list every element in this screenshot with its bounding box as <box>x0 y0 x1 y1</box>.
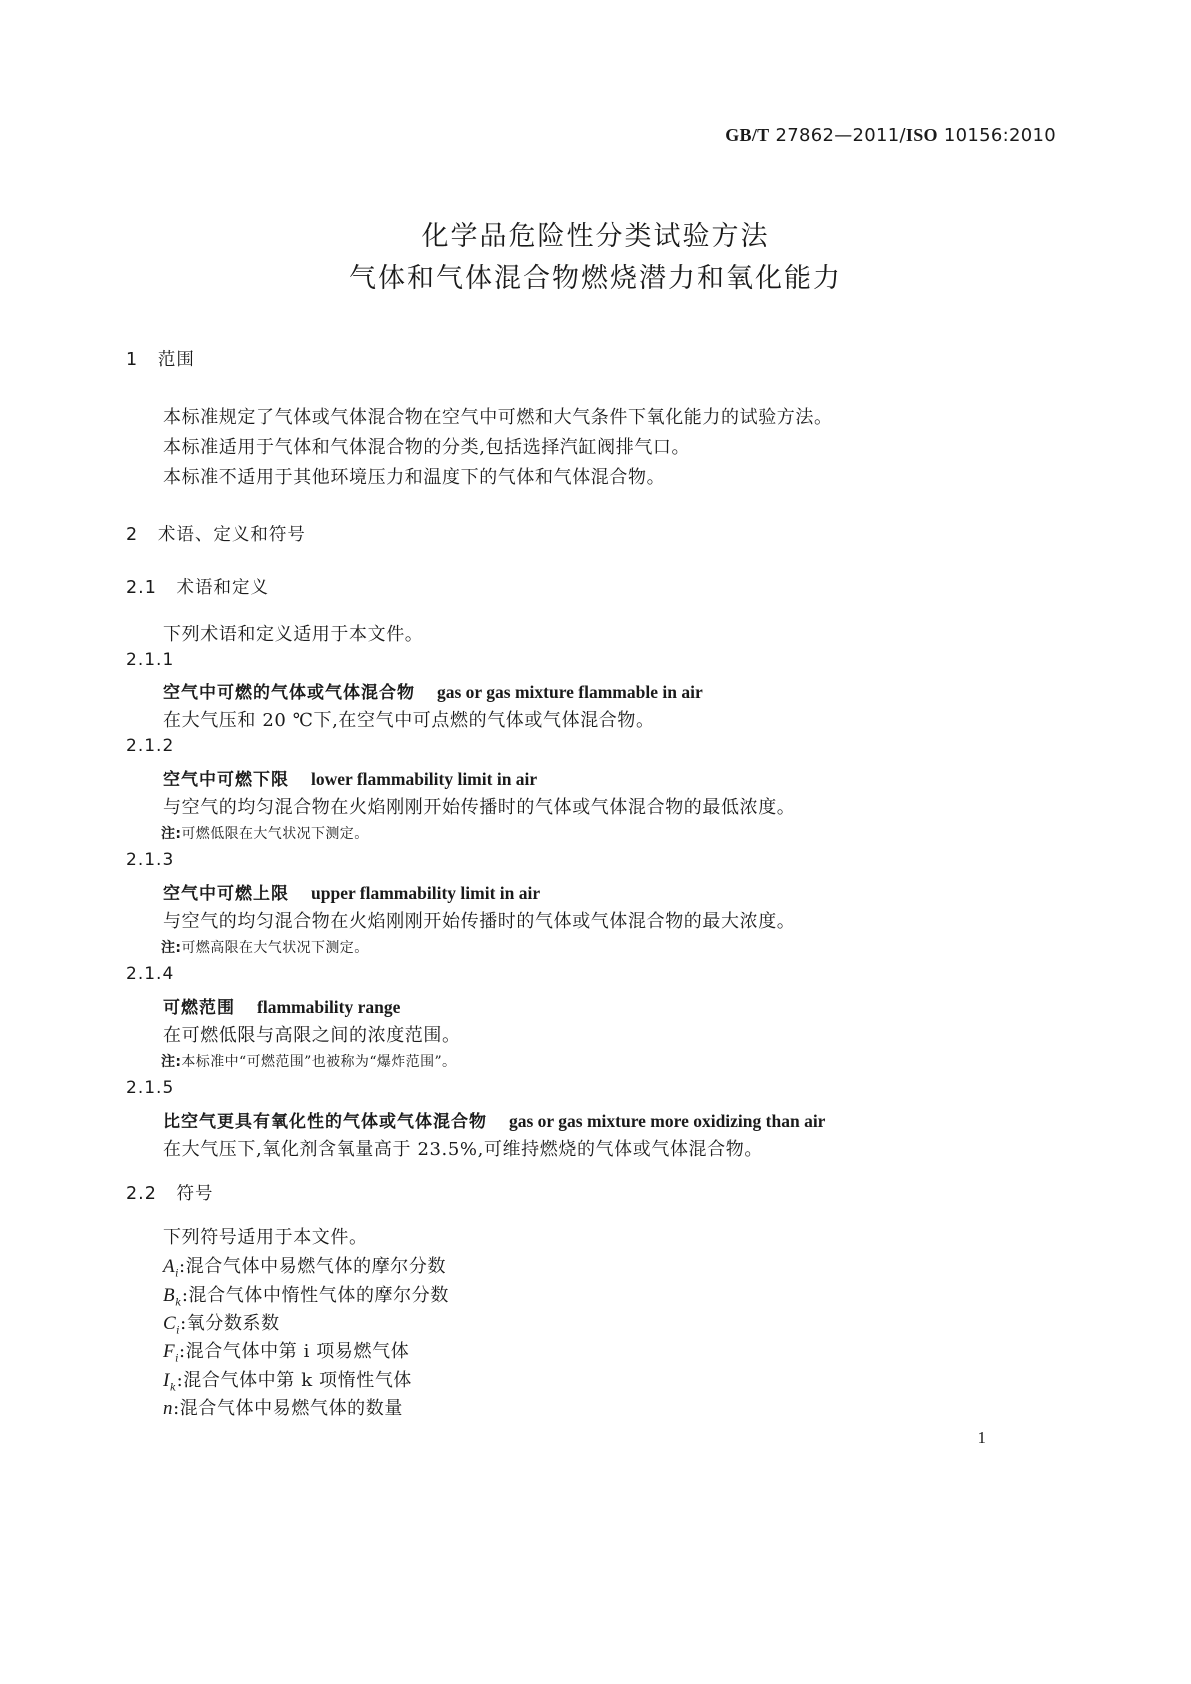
note-text: 本标准中“可燃范围”也被称为“爆炸范围”。 <box>181 1054 457 1070</box>
term-heading <box>163 993 400 1018</box>
section-number: 2.1 <box>126 578 157 598</box>
symbol-text: :氧分数系数 <box>180 1313 280 1334</box>
section-title: 符号 <box>176 1184 214 1204</box>
section-number: 2 <box>126 525 139 545</box>
symbol-letter: I <box>163 1370 170 1391</box>
note-text: 可燃低限在大气状况下测定。 <box>181 826 369 842</box>
section-title: 术语和定义 <box>176 578 270 598</box>
iso-code: 10156:2010 <box>943 125 1056 146</box>
section-title: 范围 <box>157 350 195 370</box>
term-heading <box>163 1107 825 1132</box>
note-text: 可燃高限在大气状况下测定。 <box>181 940 369 956</box>
section-2-1-heading <box>126 574 269 599</box>
symbol-definition <box>163 1252 446 1280</box>
symbol-definition <box>163 1309 280 1337</box>
note-label: 注: <box>161 826 182 842</box>
section-2-2-heading <box>126 1180 214 1205</box>
symbol-letter: F <box>163 1341 176 1362</box>
section-2-heading <box>126 521 306 546</box>
symbol-subscript: k <box>175 1297 182 1309</box>
std-code: 27862—2011/ <box>775 125 906 146</box>
document-title-line2: 气体和气体混合物燃烧潜力和氧化能力 <box>349 263 842 294</box>
term-en: gas or gas mixture more oxidizing than air <box>509 1111 826 1131</box>
note-label: 注: <box>161 1054 182 1070</box>
section-title: 术语、定义和符号 <box>157 525 306 545</box>
clause-number: 2.1.5 <box>126 1078 175 1098</box>
term-zh: 空气中可燃上限 <box>163 884 289 904</box>
clause-number: 2.1.3 <box>126 850 175 870</box>
symbol-letter: C <box>163 1313 177 1334</box>
term-definition: 在大气压下,氧化剂含氧量高于 23.5%,可维持燃烧的气体或气体混合物。 <box>163 1139 763 1160</box>
term-en: flammability range <box>257 997 401 1017</box>
symbol-definition <box>163 1281 449 1309</box>
term-en: upper flammability limit in air <box>311 883 541 903</box>
term-en: gas or gas mixture flammable in air <box>437 682 703 702</box>
note <box>161 1051 456 1071</box>
term-en: lower flammability limit in air <box>311 769 538 789</box>
term-definition: 与空气的均匀混合物在火焰刚刚开始传播时的气体或气体混合物的最大浓度。 <box>163 911 796 932</box>
clause-number: 2.1.2 <box>126 736 175 756</box>
symbol-text: :混合气体中第 i 项易燃气体 <box>179 1341 410 1362</box>
section-1-heading <box>126 346 195 371</box>
paragraph: 本标准不适用于其他环境压力和温度下的气体和气体混合物。 <box>163 467 666 488</box>
section-number: 1 <box>126 350 139 370</box>
term-definition: 在可燃低限与高限之间的浓度范围。 <box>163 1025 461 1046</box>
symbol-subscript: i <box>176 1325 181 1337</box>
term-definition: 在大气压和 20 ℃下,在空气中可点燃的气体或气体混合物。 <box>163 710 655 731</box>
term-definition: 与空气的均匀混合物在火焰刚刚开始传播时的气体或气体混合物的最低浓度。 <box>163 797 796 818</box>
symbol-text: :混合气体中易燃气体的摩尔分数 <box>179 1256 447 1277</box>
symbol-letter: A <box>163 1256 176 1277</box>
symbol-letter: B <box>163 1285 176 1306</box>
symbol-subscript: k <box>169 1382 177 1394</box>
paragraph: 下列术语和定义适用于本文件。 <box>163 624 424 645</box>
clause-number: 2.1.1 <box>126 650 175 670</box>
note <box>161 823 369 843</box>
symbol-subscript: i <box>175 1268 180 1280</box>
term-zh: 比空气更具有氧化性的气体或气体混合物 <box>163 1112 487 1132</box>
clause-number: 2.1.4 <box>126 964 175 984</box>
iso-prefix: ISO <box>905 125 938 145</box>
section-number: 2.2 <box>126 1184 157 1204</box>
term-zh: 空气中可燃的气体或气体混合物 <box>163 683 415 703</box>
document-title-line1: 化学品危险性分类试验方法 <box>421 221 770 252</box>
term-zh: 可燃范围 <box>163 998 235 1018</box>
symbol-definition <box>163 1394 403 1422</box>
symbol-text: :混合气体中易燃气体的数量 <box>173 1398 403 1419</box>
symbol-text: :混合气体中惰性气体的摩尔分数 <box>181 1285 449 1306</box>
standard-number <box>725 125 1056 146</box>
std-prefix: GB/T <box>725 125 770 145</box>
term-heading <box>163 765 537 790</box>
note-label: 注: <box>161 940 182 956</box>
paragraph: 下列符号适用于本文件。 <box>163 1227 368 1248</box>
term-zh: 空气中可燃下限 <box>163 770 289 790</box>
symbol-subscript: i <box>175 1353 180 1365</box>
term-heading <box>163 678 703 703</box>
note <box>161 937 369 957</box>
symbol-definition <box>163 1366 412 1394</box>
paragraph: 本标准规定了气体或气体混合物在空气中可燃和大气条件下氧化能力的试验方法。 <box>163 407 833 428</box>
symbol-text: :混合气体中第 k 项惰性气体 <box>176 1370 413 1391</box>
paragraph: 本标准适用于气体和气体混合物的分类,包括选择汽缸阀排气口。 <box>163 437 691 458</box>
symbol-letter: n <box>163 1398 174 1419</box>
page-number: 1 <box>977 1428 986 1447</box>
term-heading <box>163 879 540 904</box>
symbol-definition <box>163 1337 409 1365</box>
